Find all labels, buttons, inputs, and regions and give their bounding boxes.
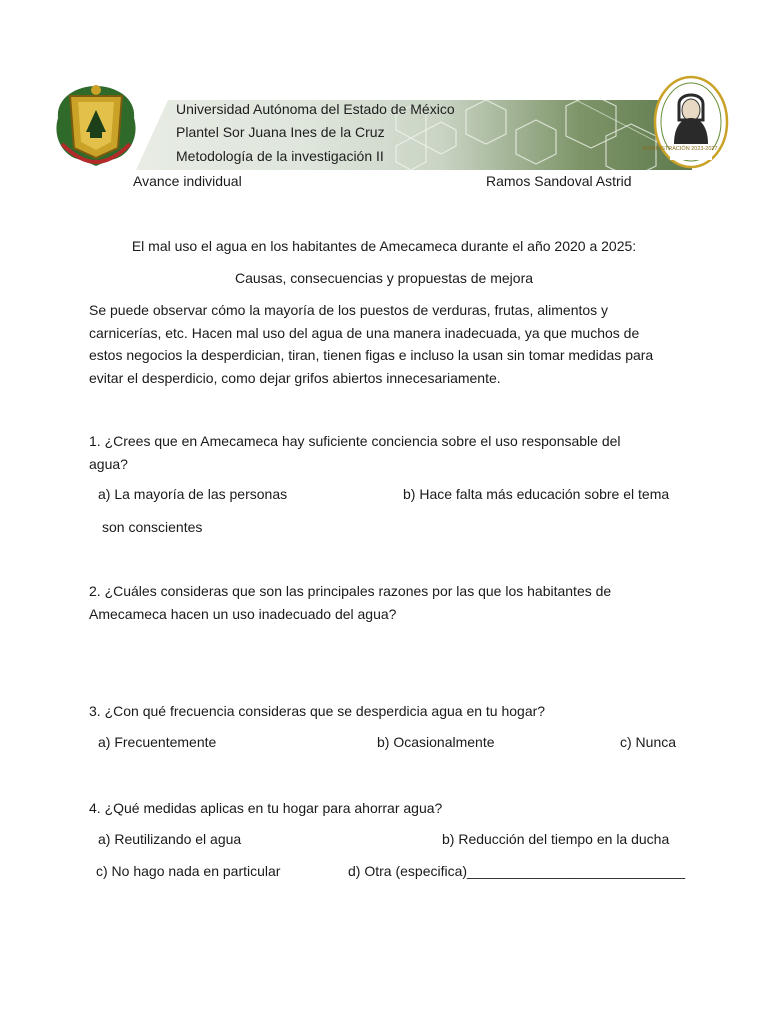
plantel-name: Plantel Sor Juana Ines de la Cruz <box>176 124 385 140</box>
header-banner <box>36 72 732 172</box>
question-line: 4. ¿Qué medidas aplicas en tu hogar para ahorrar agua? <box>89 800 443 816</box>
question-line: 1. ¿Crees que en Amecameca hay suficiente conciencia sobre el uso responsable del <box>89 433 621 449</box>
intro-line: estos negocios la desperdician, tiran, tienen figas e incluso la usan sin tomar medidas para <box>89 347 654 363</box>
q1-option-b: b) Hace falta más educación sobre el tema <box>403 486 670 502</box>
document-subtitle: Causas, consecuencias y propuestas de mejora <box>234 270 534 286</box>
question-line: Amecameca hacen un uso inadecuado del agua? <box>89 605 397 622</box>
q1-option-a: a) La mayoría de las personas <box>98 486 288 502</box>
q3-option-c: c) Nunca <box>620 734 677 750</box>
intro-line: evitar el desperdicio, como dejar grifos abiertos innecesariamente. <box>89 369 501 386</box>
university-name: Universidad Autónoma del Estado de México <box>176 101 455 117</box>
question-2 <box>89 580 689 625</box>
q4-option-a: a) Reutilizando el agua <box>98 831 242 847</box>
question-4 <box>89 797 689 820</box>
university-seal-icon <box>50 78 142 170</box>
q3-option-b: b) Ocasionalmente <box>377 734 495 750</box>
course-name: Metodología de la investigación II <box>176 148 384 164</box>
q3-option-a: a) Frecuentemente <box>98 734 217 750</box>
question-line: 2. ¿Cuáles consideras que son las principales razones por las que los habitantes de <box>89 583 612 599</box>
q1-option-a-continued: son conscientes <box>102 519 203 535</box>
question-line: 3. ¿Con qué frecuencia consideras que se desperdicia agua en tu hogar? <box>89 703 546 719</box>
seal-caption: ADMINISTRACIÓN 2023-2027 <box>642 146 718 152</box>
question-1 <box>89 430 689 475</box>
q4-option-b: b) Reducción del tiempo en la ducha <box>442 831 670 847</box>
intro-line: carnicerías, etc. Hacen mal uso del agua de una manera inadecuada, ya que muchos de <box>89 324 640 341</box>
q4-option-c: c) No hago nada en particular <box>96 863 281 879</box>
administration-seal-icon <box>652 74 730 170</box>
question-3 <box>89 700 689 723</box>
document-title: El mal uso el agua en los habitantes de Amecameca durante el año 2020 a 2025: <box>131 238 637 254</box>
intro-paragraph <box>89 299 689 389</box>
intro-line: Se puede observar cómo la mayoría de los puestos de verduras, frutas, alimentos y <box>89 302 609 318</box>
q4-option-d: d) Otra (especifica)____________________________ <box>348 863 686 879</box>
question-line: agua? <box>89 455 128 472</box>
student-name: Ramos Sandoval Astrid <box>486 173 632 189</box>
avance-label: Avance individual <box>133 173 242 189</box>
